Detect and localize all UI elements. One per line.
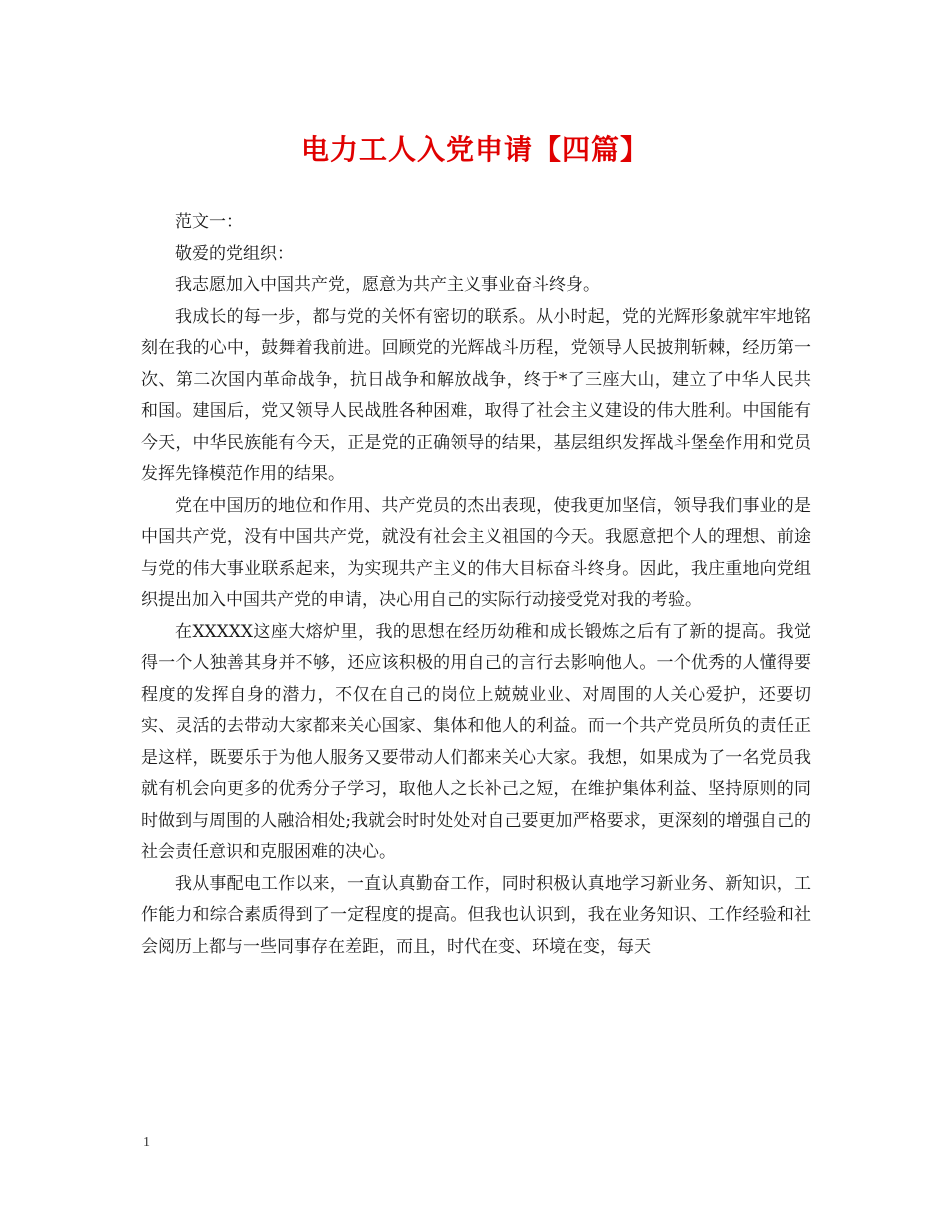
document-title: 电力工人入党申请【四篇】: [300, 133, 649, 166]
paragraph: 我从事配电工作以来，一直认真勤奋工作，同时积极认真地学习新业务、新知识，工作能力和综合素质得到了一定程度的提高。但我也认识到，我在业务知识、工作经验和社会阅历上都与一些同事存在差距，而且，时代在变、环境在变，每天: [141, 873, 811, 957]
paragraph: 在XXXXX这座大熔炉里，我的思想在经历幼稚和成长锻炼之后有了新的提高。我觉得一个人独善其身并不够，还应该积极的用自己的言行去影响他人。一个优秀的人懂得要程度的发挥自身的潜力，不仅在自己的岗位上兢兢业业、对周围的人关心爱护，还要切实、灵活的去带动大家都来关心国家、集体和他人的利益。而一个共产党员所负的责任正是这样，既要乐于为他人服务又要带动人们都来关心大家。我想，如果成为了一名党员我就有机会向更多的优秀分子学习，取他人之长补己之短，在维护集体利益、坚持原则的同时做到与周围的人融洽相处;我就会时时处处对自己要更加严格要求，更深刻的增强自己的社会责任意识和克服困难的决心。: [141, 621, 811, 862]
paragraph-heading: 范文一：: [175, 212, 243, 232]
document-body: [141, 207, 811, 963]
paragraph-declaration: 我志愿加入中国共产党，愿意为共产主义事业奋斗终身。: [175, 275, 600, 295]
paragraph-salutation: 敬爱的党组织：: [175, 243, 294, 264]
paragraph: 党在中国历的地位和作用、共产党员的杰出表现，使我更加坚信，领导我们事业的是中国共产党，没有中国共产党，就没有社会主义祖国的今天。我愿意把个人的理想、前途与党的伟大事业联系起来，为实现共产主义的伟大目标奋斗终身。因此，我庄重地向党组织提出加入中国共产党的申请，决心用自己的实际行动接受党对我的考验。: [141, 495, 811, 610]
page-number: 1: [143, 1135, 150, 1150]
paragraph: 我成长的每一步，都与党的关怀有密切的联系。从小时起，党的光辉形象就牢牢地铭刻在我的心中，鼓舞着我前进。回顾党的光辉战斗历程，党领导人民披荆斩棘，经历第一次、第二次国内革命战争，抗日战争和解放战争，终于*了三座大山，建立了中华人民共和国。建国后，党又领导人民战胜各种困难，取得了社会主义建设的伟大胜利。中国能有今天，中华民族能有今天，正是党的正确领导的结果，基层组织发挥战斗堡垒作用和党员发挥先锋模范作用的结果。: [141, 306, 811, 484]
